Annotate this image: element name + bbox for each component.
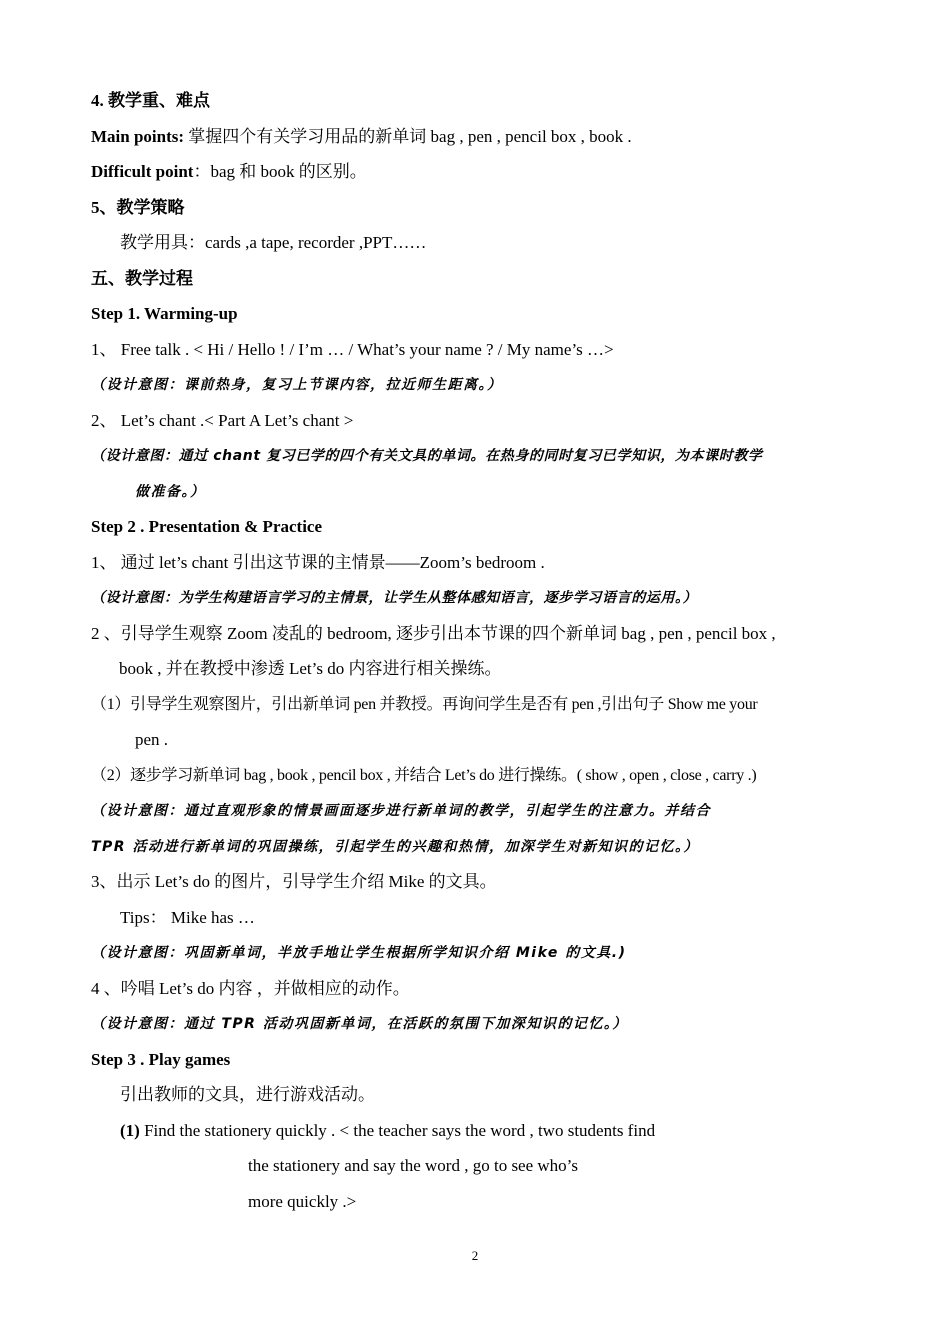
step2-item1: 1、 通过 let’s chant 引出这节课的主情景——Zoom’s bedroom . [91, 552, 545, 572]
step2-item3: 3、出示 Let’s do 的图片，引导学生介绍 Mike 的文具。 [91, 872, 497, 891]
step1-item2: 2、 Let’s chant .< Part A Let’s chant > [91, 410, 354, 430]
step2-item2a: 2 、引导学生观察 Zoom 凌乱的 bedroom, 逐步引出本节课的四个新单词 bag , pen , pencil box , [91, 623, 776, 643]
step1-note1: （设计意图：课前热身，复习上节课内容，拉近师生距离。） [91, 377, 503, 393]
step2-item2b: book , 并在教授中渗透 Let’s do 内容进行相关操练。 [119, 659, 502, 678]
step2-note2b: TPR 活动进行新单词的巩固操练，引起学生的兴趣和热情，加深学生对新知识的记忆。） [91, 838, 699, 855]
main-points-text: 掌握四个有关学习用品的新单词 bag , pen , pencil box , book . [184, 126, 632, 146]
step2-sub2: （2）逐步学习新单词 bag , book , pencil box , 并结合 Let’s do 进行操练。( show , open , close , carry .) [91, 766, 757, 784]
process-heading: 五、教学过程 [91, 268, 193, 288]
main-points [91, 126, 866, 162]
page-number: 2 [471, 1248, 479, 1263]
step3-game1-number: (1) [120, 1120, 140, 1140]
step1-note2a: （设计意图：通过 chant 复习已学的四个有关文具的单词。在热身的同时复习已学知识，为本课时教学 [91, 448, 763, 464]
difficult-point-label: Difficult point [91, 162, 194, 181]
step2-item4: 4 、吟唱 Let’s do 内容 ，并做相应的动作。 [91, 978, 410, 998]
section-5-heading: 5、教学策略 [91, 197, 185, 217]
step2-sub1b: pen . [135, 730, 169, 749]
step2-heading: Step 2 . Presentation & Practice [91, 517, 323, 536]
difficult-point [91, 161, 866, 197]
main-points-label: Main points: [91, 126, 185, 146]
difficult-point-text: ：bag 和 book 的区别。 [193, 162, 367, 181]
step2-note3: （设计意图：巩固新单词，半放手地让学生根据所学知识介绍 Mike 的文具.) [91, 945, 627, 961]
step1-item1: 1、 Free talk . < Hi / Hello ! / I’m … / What’s your name ? / My name’s …> [91, 339, 614, 359]
document-page [91, 90, 866, 1226]
step3-game1-line1 [91, 1120, 866, 1156]
step3-heading: Step 3 . Play games [91, 1049, 231, 1069]
step2-tips: Tips： Mike has … [120, 907, 255, 927]
section-4-heading: 4. 教学重、难点 [91, 91, 210, 110]
step3-game1-text: Find the stationery quickly . < the teacher says the word , two students find [144, 1120, 656, 1140]
step2-note4: （设计意图：通过 TPR 活动巩固新单词，在活跃的氛围下加深知识的记忆。） [91, 1016, 628, 1032]
step1-note2b: 做准备。） [135, 483, 206, 500]
step1-heading: Step 1. Warming-up [91, 304, 238, 323]
step2-sub1a: （1）引导学生观察图片，引出新单词 pen 并教授。再询问学生是否有 pen ,引出句子 Show me your [91, 695, 758, 713]
step3-game1-line2: the stationery and say the word , go to see who’s [248, 1156, 579, 1175]
teaching-tools: 教学用具：cards ,a tape, recorder ,PPT…… [120, 233, 427, 252]
step3-game1-line3: more quickly .> [248, 1191, 357, 1211]
step3-intro: 引出教师的文具，进行游戏活动。 [120, 1085, 375, 1104]
step2-note2a: （设计意图：通过直观形象的情景画面逐步进行新单词的教学，引起学生的注意力。并结合 [91, 803, 711, 819]
step2-note1: （设计意图：为学生构建语言学习的主情景，让学生从整体感知语言，逐步学习语言的运用。） [91, 590, 698, 606]
